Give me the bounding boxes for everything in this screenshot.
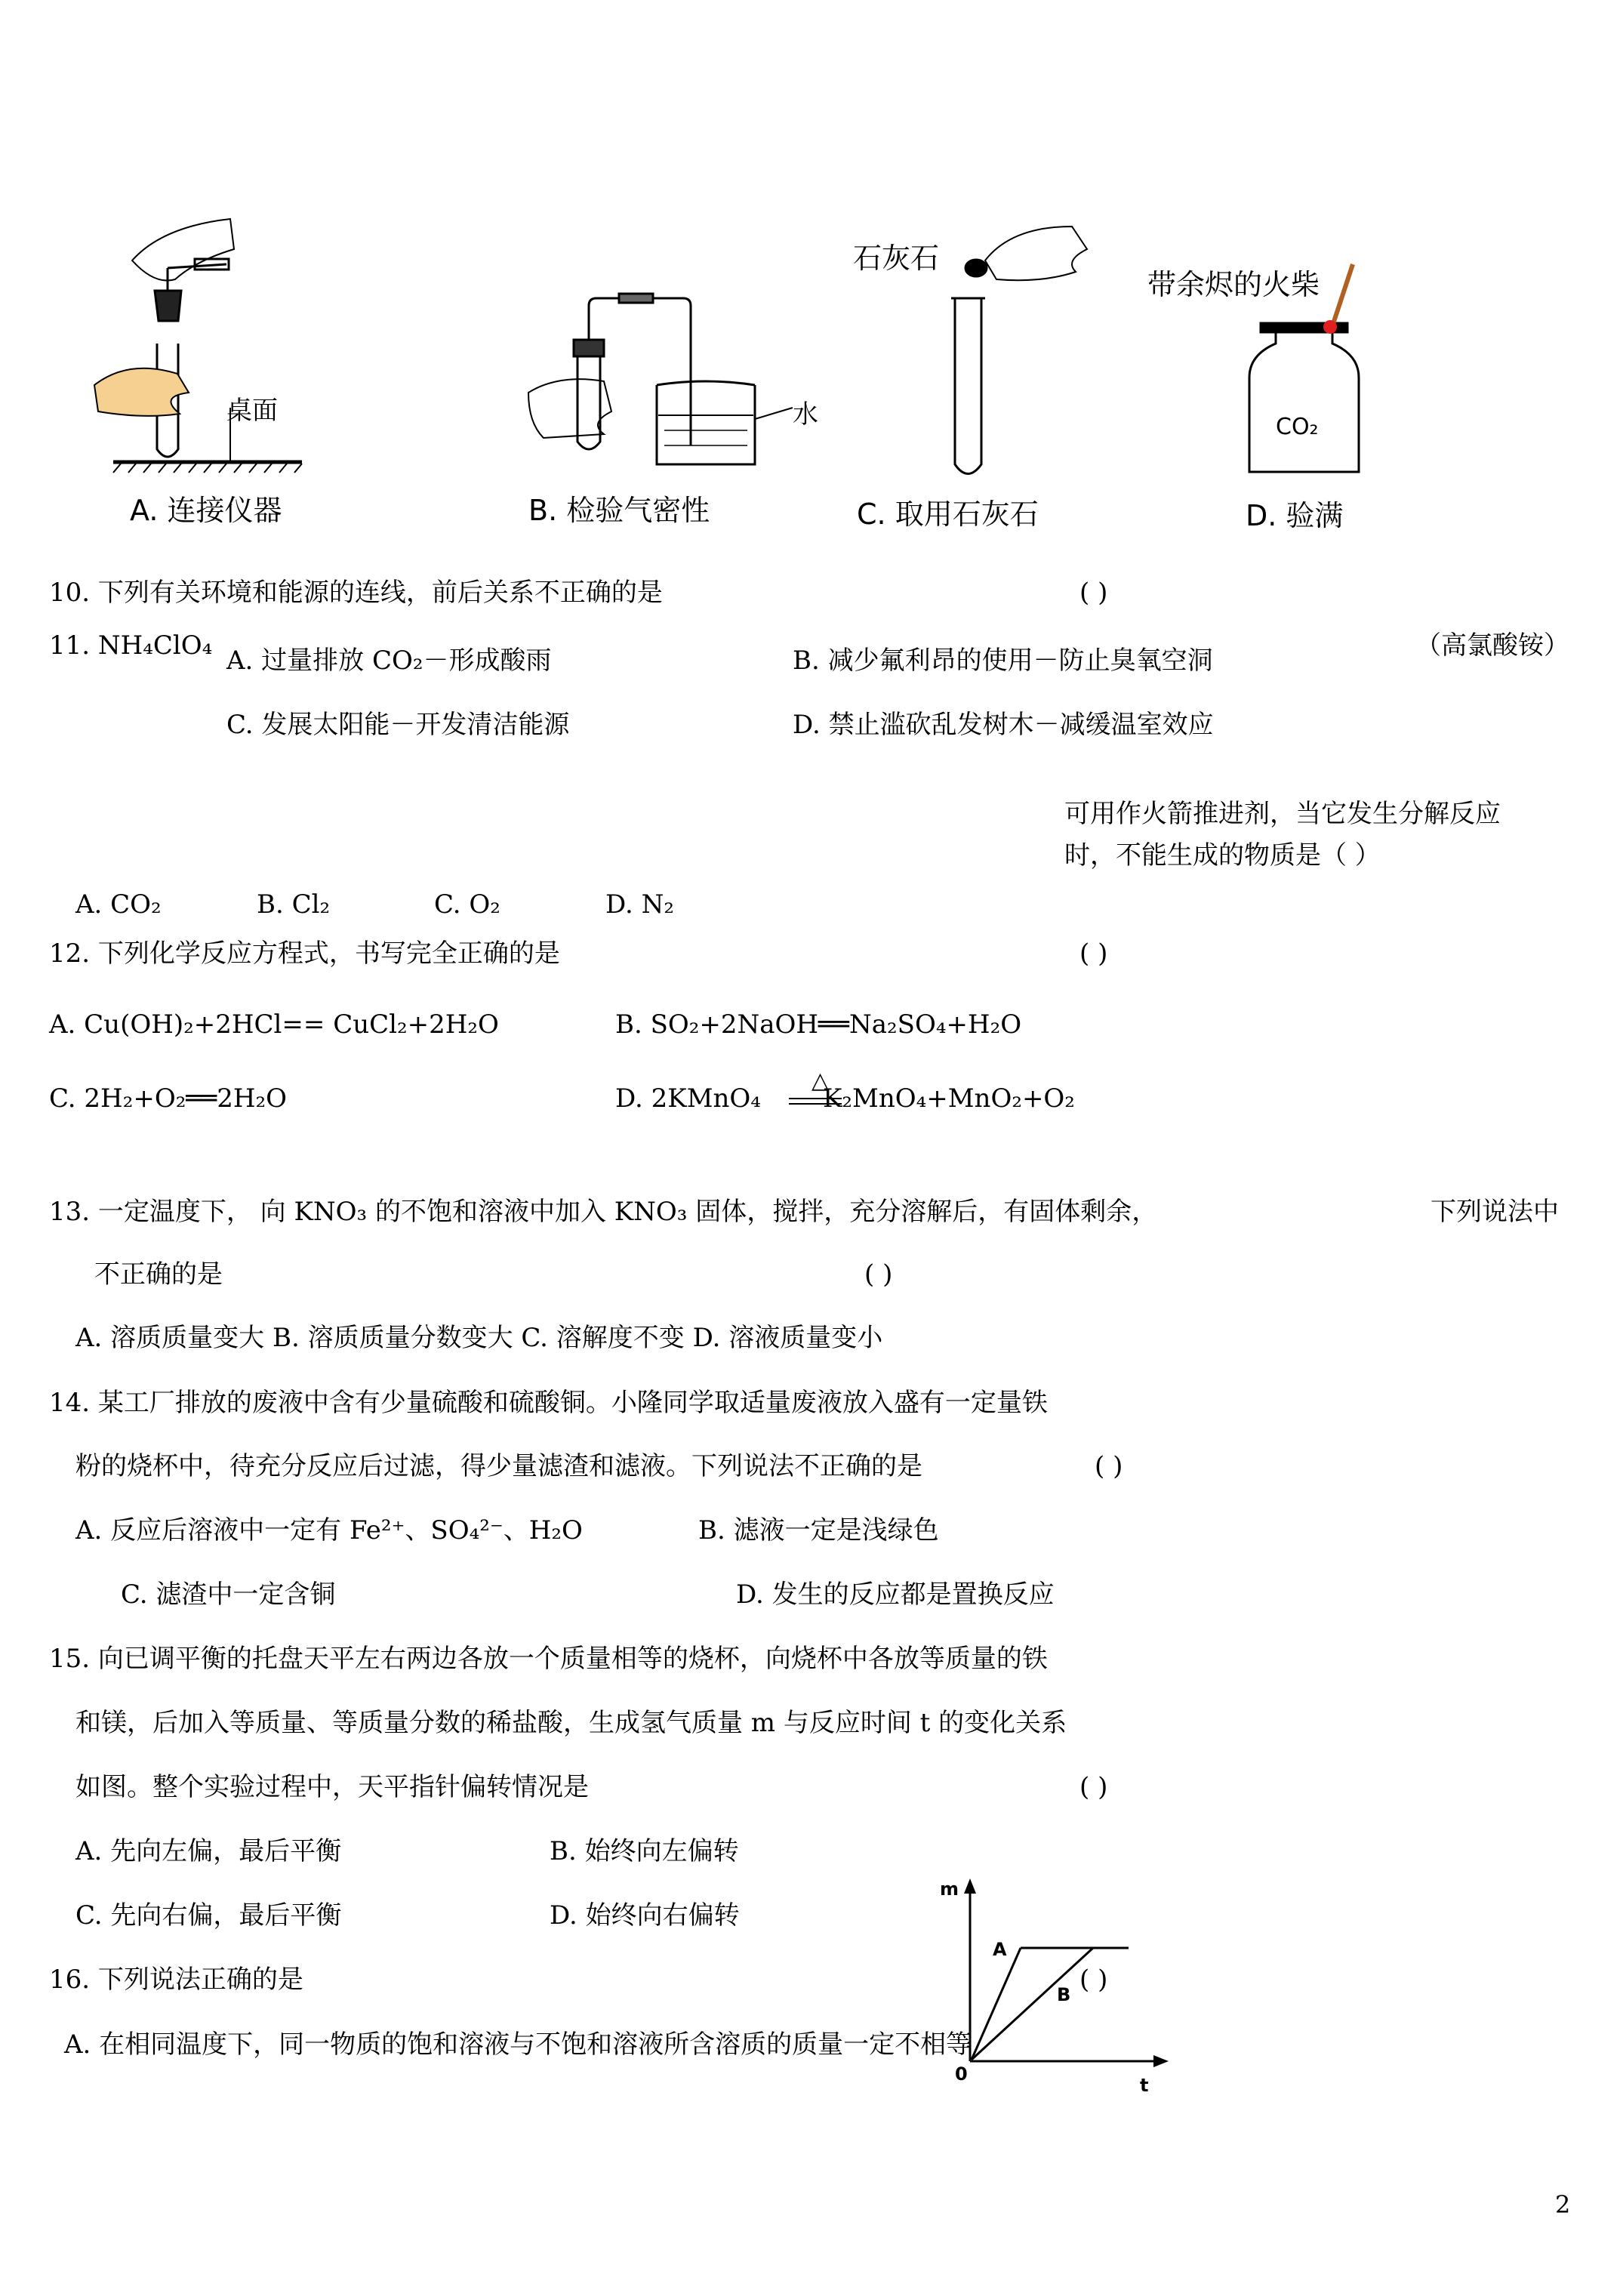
graph-x-arrow (1153, 2055, 1169, 2067)
page-number: 2 (1555, 2190, 1571, 2219)
match-label: 带余烬的火柴 (1147, 268, 1320, 301)
q11-line1: 可用作火箭推进剂，当它发生分解反应 (1064, 799, 1501, 829)
q10-option-a: A. 过量排放 CO₂－形成酸雨 (226, 646, 552, 676)
q12-option-d-delta: △ (812, 1068, 830, 1094)
co2-bottle-label: CO₂ (1276, 414, 1319, 440)
q16-stem: 16. 下列说法正确的是 (49, 1965, 303, 1995)
q11-line2: 时，不能生成的物质是（ ） (1064, 840, 1381, 871)
desk-label: 桌面 (226, 396, 278, 426)
q15-line1: 15. 向已调平衡的托盘天平左右两边各放一个质量相等的烧杯，向烧杯中各放等质量的铁 (49, 1644, 1048, 1674)
q11-option-b: B. Cl₂ (257, 889, 331, 920)
q13-stem-2: 不正确的是 (94, 1259, 223, 1290)
q15-line3: 如图。整个实验过程中，天平指针偏转情况是 (75, 1772, 589, 1802)
graph-line-a (972, 1948, 1021, 2060)
figure-label-d: D. 验满 (1246, 499, 1344, 532)
q12-bracket: ( ) (1079, 938, 1108, 969)
limestone-label: 石灰石 (853, 242, 940, 275)
q14-option-a: A. 反应后溶液中一定有 Fe²⁺、SO₄²⁻、H₂O (75, 1515, 583, 1546)
q14-option-c: C. 滤渣中一定含铜 (121, 1579, 336, 1610)
q15-option-b: B. 始终向左偏转 (550, 1836, 739, 1866)
q10-stem: 10. 下列有关环境和能源的连线，前后关系不正确的是 (49, 578, 663, 608)
q10-option-b: B. 减少氟利昂的使用－防止臭氧空洞 (793, 646, 1213, 676)
q14-option-d: D. 发生的反应都是置换反应 (736, 1579, 1055, 1610)
q15-option-d: D. 始终向右偏转 (550, 1900, 740, 1931)
figure-label-c: C. 取用石灰石 (857, 498, 1039, 531)
q12-option-d-right: K₂MnO₄+MnO₂+O₂ (823, 1083, 1075, 1114)
graph-line-b (972, 1948, 1093, 2060)
q11-option-d: D. N₂ (605, 889, 675, 920)
graph-line-a-label: A (993, 1939, 1007, 1960)
q13-bracket: ( ) (864, 1259, 893, 1290)
q11-stem-start: 11. NH₄ClO₄ (49, 630, 213, 661)
q10-bracket: ( ) (1079, 578, 1108, 608)
q10-option-d: D. 禁止滥砍乱发树木－减缓温室效应 (793, 710, 1214, 740)
q14-line1: 14. 某工厂排放的废液中含有少量硫酸和硫酸铜。小隆同学取适量废液放入盛有一定量铁 (49, 1388, 1048, 1418)
q10-option-c: C. 发展太阳能－开发清洁能源 (226, 710, 570, 740)
q11-note: （高氯酸铵） (1415, 630, 1569, 661)
graph-y-label: m (940, 1878, 959, 1900)
q12-option-b: B. SO₂+2NaOH══Na₂SO₄+H₂O (615, 1009, 1022, 1040)
q15-option-a: A. 先向左偏，最后平衡 (75, 1836, 342, 1866)
water-label: 水 (793, 399, 818, 430)
q12-option-d-left: D. 2KMnO₄ (615, 1083, 761, 1114)
figure-label-a: A. 连接仪器 (130, 494, 282, 527)
graph-line-b-label: B (1057, 1984, 1071, 2005)
q15-line2: 和镁，后加入等质量、等质量分数的稀盐酸，生成氢气质量 m 与反应时间 t 的变化关系 (75, 1708, 1067, 1738)
q12-stem: 12. 下列化学反应方程式，书写完全正确的是 (49, 938, 560, 969)
q15-bracket: ( ) (1079, 1772, 1108, 1802)
q14-bracket: ( ) (1095, 1451, 1123, 1481)
q14-option-b: B. 滤液一定是浅绿色 (698, 1515, 939, 1546)
graph-y-arrow (964, 1878, 976, 1894)
q11-option-a: A. CO₂ (75, 889, 162, 920)
graph-origin-label: 0 (955, 2063, 968, 2085)
q11-option-c: C. O₂ (434, 889, 500, 920)
q14-line2: 粉的烧杯中，待充分反应后过滤，得少量滤渣和滤液。下列说法不正确的是 (75, 1451, 922, 1481)
graph-x-label: t (1140, 2075, 1149, 2096)
q16-bracket: ( ) (1079, 1965, 1108, 1995)
q16-option-a: A. 在相同温度下，同一物质的饱和溶液与不饱和溶液所含溶质的质量一定不相等 (64, 2029, 972, 2060)
q13-stem: 13. 一定温度下， 向 KNO₃ 的不饱和溶液中加入 KNO₃ 固体，搅拌，充分溶解后，有固体剩余， (49, 1197, 1158, 1227)
q13-stem-end: 下列说法中 (1431, 1197, 1559, 1227)
q12-option-c: C. 2H₂+O₂══2H₂O (49, 1083, 288, 1114)
figure-label-b: B. 检验气密性 (528, 494, 710, 527)
q12-option-a: A. Cu(OH)₂+2HCl== CuCl₂+2H₂O (49, 1009, 499, 1040)
q15-option-c: C. 先向右偏，最后平衡 (75, 1900, 342, 1931)
q13-options: A. 溶质质量变大 B. 溶质质量分数变大 C. 溶解度不变 D. 溶液质量变小 (75, 1323, 883, 1353)
